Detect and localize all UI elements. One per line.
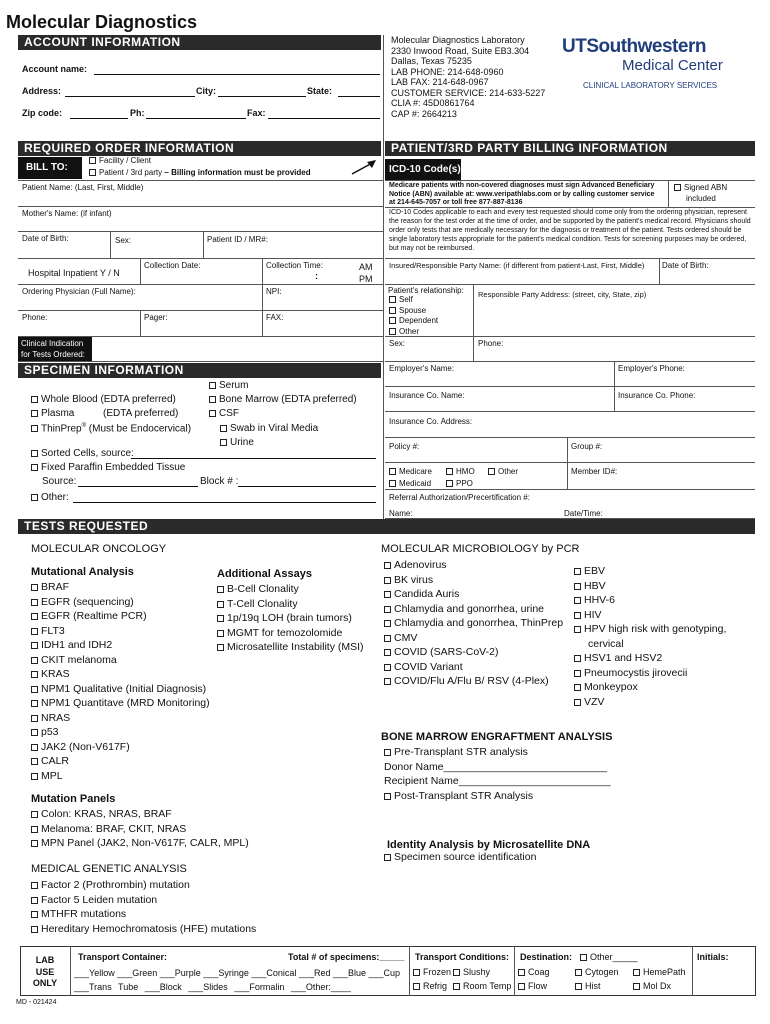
facility-option[interactable]: Facility / Client	[89, 156, 151, 165]
fax-label: Fax:	[247, 108, 266, 118]
identity-heading: Identity Analysis by Microsatellite DNA	[387, 839, 591, 851]
ppo-checkbox[interactable]	[446, 480, 453, 487]
hmo-option[interactable]: HMO	[446, 467, 475, 476]
additional-heading: Additional Assays	[217, 568, 312, 580]
account-header: ACCOUNT INFORMATION	[18, 35, 381, 50]
lab-use-label: LAB USE ONLY	[32, 955, 58, 988]
third-party-checkbox[interactable]	[89, 169, 96, 176]
signed-abn-checkbox[interactable]	[674, 184, 681, 191]
patient-id-label: Patient ID / MR#:	[207, 235, 268, 244]
destination-label: Destination:	[520, 952, 573, 962]
container-row1[interactable]: ___Yellow ___Green ___Purple ___Syringe ___Conical ___Red ___Blue ___Cup	[74, 968, 401, 978]
address-label: Address:	[22, 86, 62, 96]
member-id-label: Member ID#:	[571, 467, 618, 476]
dependent-checkbox[interactable]	[389, 317, 396, 324]
transport-container-label: Transport Container:	[78, 952, 168, 962]
bone-heading: BONE MARROW ENGRAFTMENT ANALYSIS	[381, 731, 613, 743]
other-ins-option[interactable]: Other	[488, 467, 518, 476]
insurance-name-label: Insurance Co. Name:	[389, 391, 465, 400]
icd-note: ICD-10 Codes applicable to each and every test requested should come only from the ordering physician, represent the reason for the test order at the time of order, and be supported by the patient's medical record. Physicians should order only tests that are medically necessary for the diagnosis or treatment of the patient. Tests ordered should be single laboratory tests appropriate for the patient's medical condition. Tests for screening purposes may be ordered, but may not be reimbursed.	[389, 209, 751, 252]
ppo-option[interactable]: PPO	[446, 479, 473, 488]
bone-marrow-option[interactable]: Bone Marrow (EDTA preferred)	[209, 394, 357, 405]
order-header: REQUIRED ORDER INFORMATION	[18, 141, 381, 156]
signed-abn-option[interactable]: Signed ABN	[674, 183, 727, 192]
logo-line1: UTSouthwestern	[562, 36, 706, 57]
address-field[interactable]	[65, 96, 195, 97]
abn-notice: Medicare patients with non-covered diagnoses must sign Advanced Beneficiary Notice (ABN) available at: www.veripathlabs.com or by calling customer service at 214-645-7057 or toll free 877-887-8136	[389, 182, 655, 207]
tests-header: TESTS REQUESTED	[18, 519, 755, 534]
bone-list: Pre-Transplant STR analysis Donor Name____________________________ Recipient Name__________________________ Post-Transplant STR Analysis	[384, 746, 611, 802]
included-label: included	[686, 194, 716, 203]
micro-heading: MOLECULAR MICROBIOLOGY by PCR	[381, 543, 580, 555]
facility-checkbox[interactable]	[89, 157, 96, 164]
flow-option[interactable]: Flow	[518, 981, 547, 991]
phone-label: Phone:	[22, 313, 48, 322]
genetic-list: Factor 2 (Prothrombin) mutation Factor 5 Leiden mutation MTHFR mutations Hereditary Hemochromatosis (HFE) mutations	[31, 878, 256, 936]
datetime-label: Date/Time:	[564, 509, 603, 518]
insured-name-label: Insured/Responsible Party Name: (if different from patient-Last, First, Middle)	[389, 261, 645, 270]
genetic-heading: MEDICAL GENETIC ANALYSIS	[31, 863, 187, 875]
collection-time-label: Collection Time:	[266, 261, 323, 270]
logo-line2: Medical Center	[622, 57, 723, 74]
source-field[interactable]	[78, 486, 198, 487]
relationship-label: Patient's relationship:	[388, 286, 464, 295]
time-colon: :	[315, 271, 318, 281]
employer-phone-label: Employer's Phone:	[618, 364, 685, 373]
conditions-label: Transport Conditions:	[415, 952, 509, 962]
frozen-option[interactable]: Frozen	[413, 967, 451, 977]
sorted-cells-option[interactable]: Sorted Cells, source:	[31, 448, 134, 459]
billing-phone-label: Phone:	[478, 339, 504, 348]
collection-date-label: Collection Date:	[144, 261, 201, 270]
npi-label: NPI:	[266, 287, 282, 296]
zip-field[interactable]	[70, 118, 128, 119]
pager-label: Pager:	[144, 313, 168, 322]
coag-option[interactable]: Coag	[518, 967, 550, 977]
room-temp-option[interactable]: Room Temp	[453, 981, 511, 991]
donor-name-field[interactable]: Donor Name____________________________	[384, 760, 608, 773]
hist-option[interactable]: Hist	[575, 981, 601, 991]
plasma-note: (EDTA preferred)	[103, 408, 179, 419]
group-label: Group #:	[571, 442, 603, 451]
fax-label-order: FAX:	[266, 313, 284, 322]
hemepath-option[interactable]: HemePath	[633, 967, 686, 977]
ph-field[interactable]	[146, 118, 246, 119]
zip-label: Zip code:	[22, 108, 62, 118]
panels-list: Colon: KRAS, NRAS, BRAF Melanoma: BRAF, CKIT, NRAS MPN Panel (JAK2, Non-V617F, CALR, MPL)	[31, 807, 249, 851]
refrig-option[interactable]: Refrig	[413, 981, 447, 991]
mol-onc-heading: MOLECULAR ONCOLOGY	[31, 543, 167, 555]
other-ins-checkbox[interactable]	[488, 468, 495, 475]
account-name-field[interactable]	[94, 74, 380, 75]
bill-to-label: BILL TO:	[18, 157, 82, 179]
ph-label: Ph:	[130, 108, 145, 118]
block-field[interactable]	[238, 486, 376, 487]
medicaid-checkbox[interactable]	[389, 480, 396, 487]
relationship-options[interactable]: Self Spouse Dependent Other	[389, 295, 438, 337]
spouse-checkbox[interactable]	[389, 307, 396, 314]
hmo-checkbox[interactable]	[446, 468, 453, 475]
policy-label: Policy #:	[389, 442, 420, 451]
source-label: Source:	[42, 476, 77, 487]
column-divider	[383, 35, 384, 519]
lab-address-block: Molecular Diagnostics Laboratory 2330 Inwood Road, Suite EB3.304 Dallas, Texas 75235 LAB PHONE: 214-648-0960 LAB FAX: 214-648-0967 CUSTOMER SERVICE: 214-633-5227 CLIA #: 45D0861764 CAP #: 2664213	[391, 35, 546, 119]
name-label: Name:	[389, 509, 413, 518]
initials-label[interactable]: Initials:	[697, 952, 729, 962]
third-party-option[interactable]: Patient / 3rd party – Billing information must be provided	[89, 168, 311, 177]
logo-subtitle: CLINICAL LABORATORY SERVICES	[583, 81, 718, 90]
urine-option[interactable]: Urine	[220, 437, 254, 448]
micro-right-list: EBV HBV HHV-6 HIV HPV high risk with genotyping, cervical HSV1 and HSV2 Pneumocystis jirovecii Monkeypox VZV	[574, 564, 726, 709]
billing-header: PATIENT/3RD PARTY BILLING INFORMATION	[385, 141, 755, 156]
inpatient-label[interactable]: Hospital Inpatient Y / N	[28, 268, 120, 278]
mutational-heading: Mutational Analysis	[31, 566, 134, 578]
physician-label: Ordering Physician (Full Name):	[22, 287, 136, 296]
city-field[interactable]	[218, 96, 306, 97]
block-label: Block # :	[200, 476, 239, 487]
medicaid-option[interactable]: Medicaid	[389, 479, 431, 488]
mutational-list: BRAF EGFR (sequencing) EGFR (Realtime PCR) FLT3 IDH1 and IDH2 CKIT melanoma KRAS NPM1 Qualitative (Initial Diagnosis) NPM1 Quantitave (MRD Monitoring) NRAS p53 JAK2 (Non-V617F) CALR MPL	[31, 580, 210, 783]
other-dest-option[interactable]: Other_____	[580, 952, 638, 962]
patient-name-label: Patient Name: (Last, First, Middle)	[22, 183, 144, 192]
form-title: Molecular Diagnostics	[6, 12, 198, 32]
container-row2[interactable]: ___Trans Tube ___Block ___Slides ___Formalin ___Other:____	[74, 982, 351, 992]
specimen-header: SPECIMEN INFORMATION	[18, 363, 381, 378]
other-rel-checkbox[interactable]	[389, 328, 396, 335]
pm-option[interactable]: PM	[359, 274, 373, 284]
medicare-checkbox[interactable]	[389, 468, 396, 475]
account-name-label: Account name:	[22, 64, 88, 74]
insured-dob-label: Date of Birth:	[662, 261, 709, 270]
city-label: City:	[196, 86, 216, 96]
ffpe-option[interactable]: Fixed Paraffin Embedded Tissue	[31, 462, 185, 473]
sex-label: Sex:	[115, 236, 132, 245]
referral-label: Referral Authorization/Precertification #:	[389, 493, 530, 502]
whole-blood-option[interactable]: Whole Blood (EDTA preferred)	[31, 394, 176, 405]
cytogen-option[interactable]: Cytogen	[575, 967, 619, 977]
slushy-option[interactable]: Slushy	[453, 967, 490, 977]
form-code: MD - 021424	[16, 999, 57, 1006]
other-specimen-field[interactable]	[73, 502, 376, 503]
fax-field[interactable]	[268, 118, 380, 119]
medicare-option[interactable]: Medicare	[389, 467, 432, 476]
panels-heading: Mutation Panels	[31, 793, 116, 805]
arrow-icon	[350, 158, 378, 176]
state-field[interactable]	[338, 96, 380, 97]
serum-option[interactable]: Serum	[209, 380, 248, 391]
mother-name-label: Mother's Name: (if infant)	[22, 209, 112, 218]
other-specimen-option[interactable]: Other:	[31, 492, 69, 503]
thinprep-option[interactable]: ThinPrep® (Must be Endocervical)	[31, 423, 191, 434]
billing-sex-label: Sex:	[389, 339, 406, 348]
dob-label: Date of Birth:	[22, 234, 69, 243]
micro-left-list: Adenovirus BK virus Candida Auris Chlamydia and gonorrhea, urine Chlamydia and gonorrhea, ThinPrep CMV COVID (SARS-CoV-2) COVID Variant COVID/Flu A/Flu B/ RSV (4-Plex)	[384, 558, 563, 689]
total-specimens[interactable]: Total # of specimens:_____	[288, 952, 405, 962]
state-label: State:	[307, 86, 333, 96]
recipient-name-field[interactable]: Recipient Name__________________________	[384, 775, 611, 787]
employer-label: Employer's Name:	[389, 364, 455, 373]
identity-list: Specimen source identification	[384, 850, 536, 865]
am-option[interactable]: AM	[359, 262, 373, 272]
additional-list: B-Cell Clonality T-Cell Clonality 1p/19q LOH (brain tumors) MGMT for temozolomide Microsatellite Instability (MSI)	[217, 582, 364, 655]
clinical-indication-label: Clinical Indication for Tests Ordered:	[18, 337, 92, 361]
insurance-address-label: Insurance Co. Address:	[389, 417, 473, 426]
plasma-option[interactable]: Plasma	[31, 408, 74, 419]
icd-codes-label: ICD-10 Code(s)	[385, 159, 461, 180]
resp-address-label: Responsible Party Address: (street, city, State, zip)	[478, 290, 647, 299]
self-checkbox[interactable]	[389, 296, 396, 303]
insurance-phone-label: Insurance Co. Phone:	[618, 391, 696, 400]
csf-option[interactable]: CSF	[209, 408, 239, 419]
swab-option[interactable]: Swab in Viral Media	[220, 423, 318, 434]
sorted-cells-field[interactable]	[131, 458, 376, 459]
moldx-option[interactable]: Mol Dx	[633, 981, 671, 991]
